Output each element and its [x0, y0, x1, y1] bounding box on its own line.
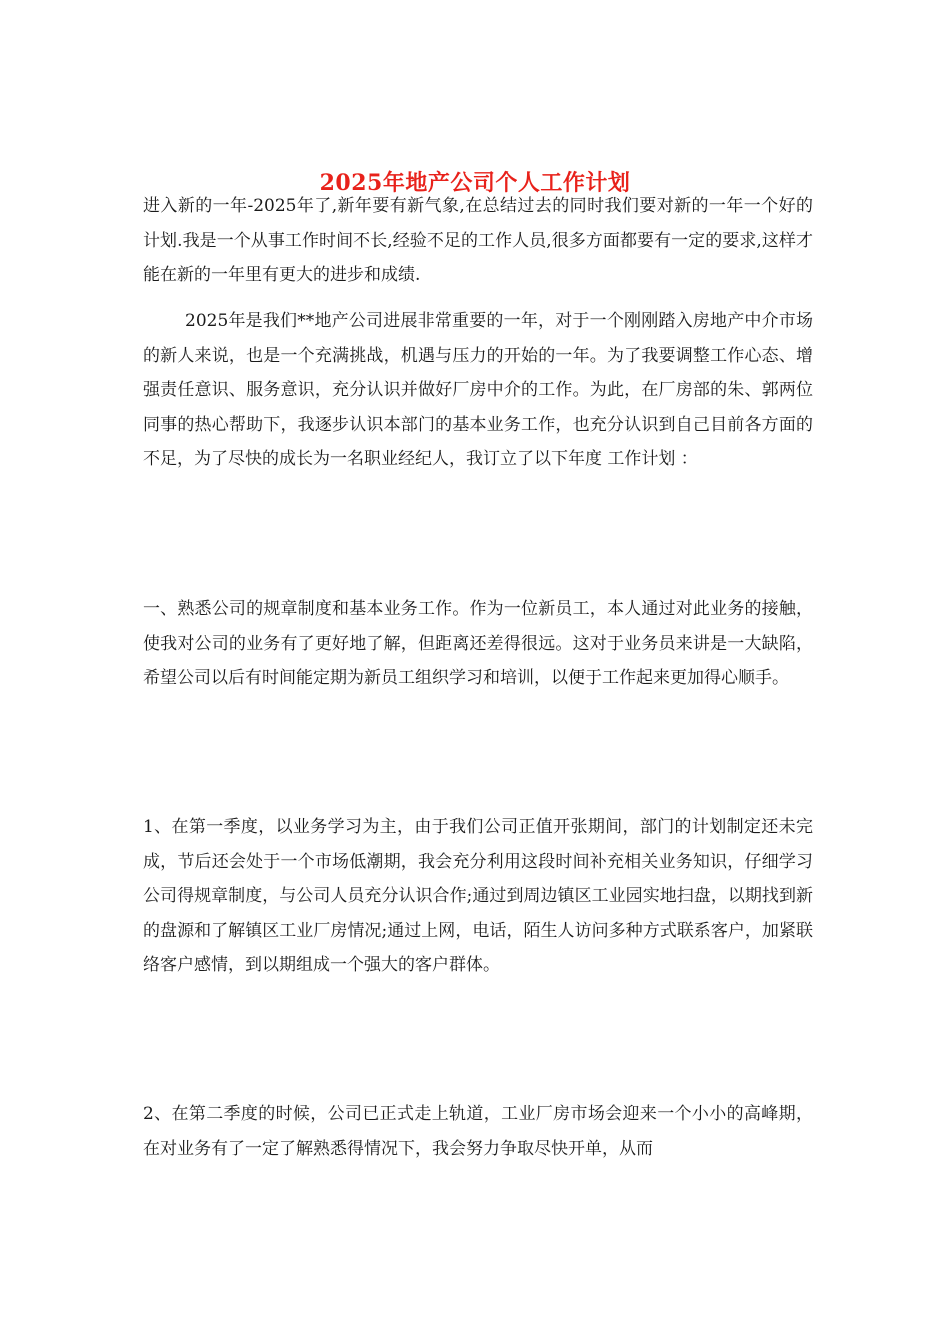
paragraph-section-one: 一、熟悉公司的规章制度和基本业务工作。作为一位新员工，本人通过对此业务的接触，使我对公司的业务有了更好地了解，但距离还差得很远。这对于业务员来讲是一大缺陷，希望公司以后有时间能定期为新员工组织学习和培训，以便于工作起来更加得心顺手。	[143, 599, 813, 688]
paragraph-first-quarter: 1、在第一季度，以业务学习为主，由于我们公司正值开张期间，部门的计划制定还未完成，节后还会处于一个市场低潮期，我会充分利用这段时间补充相关业务知识，仔细学习公司得规章制度，与公司人员充分认识合作;通过到周边镇区工业园实地扫盘，以期找到新的盘源和了解镇区工业厂房情况;通过上网，电话，陌生人访问多种方式联系客户，加紧联络客户感情，到以期组成一个强大的客户群体。	[143, 817, 813, 975]
paragraph-intro: 进入新的一年-2025年了,新年要有新气象,在总结过去的同时我们要对新的一年一个好的计划.我是一个从事工作时间不长,经验不足的工作人员,很多方面都要有一定的要求,这样才能在新的一年里有更大的进步和成绩.	[143, 196, 813, 285]
paragraph-overview: 2025年是我们**地产公司进展非常重要的一年，对于一个刚刚踏入房地产中介市场的新人来说，也是一个充满挑战，机遇与压力的开始的一年。为了我要调整工作心态、增强责任意识、服务意识，充分认识并做好厂房中介的工作。为此，在厂房部的朱、郭两位同事的热心帮助下，我逐步认识本部门的基本业务工作，也充分认识到自己目前各方面的不足，为了尽快的成长为一名职业经纪人，我订立了以下年度 工作计划 ：	[143, 311, 813, 469]
paragraph-second-quarter: 2、在第二季度的时候，公司已正式走上轨道，工业厂房市场会迎来一个小小的高峰期，在对业务有了一定了解熟悉得情况下，我会努力争取尽快开单，从而	[143, 1104, 813, 1159]
document-title: 2025年地产公司个人工作计划	[319, 169, 631, 196]
